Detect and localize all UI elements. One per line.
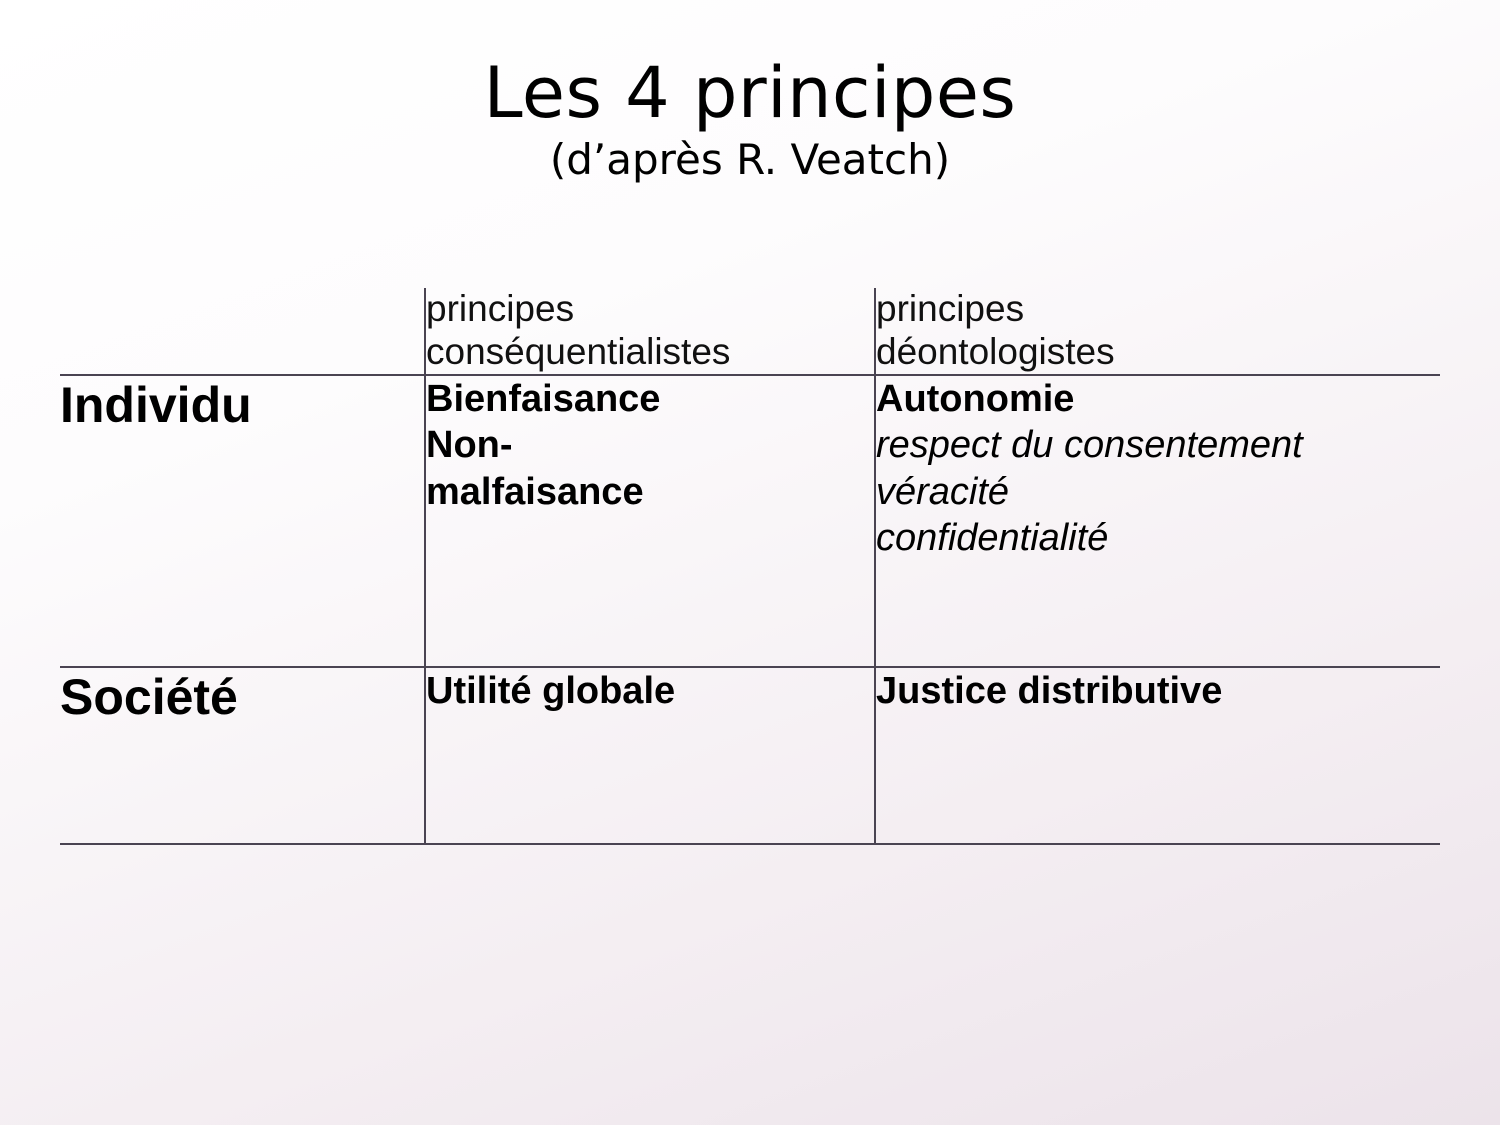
- table-corner-cell: [60, 288, 425, 375]
- cell-text-confidentialite: confidentialité: [876, 516, 1109, 559]
- cell-societe-deontological: [875, 667, 1440, 844]
- title-block: [0, 52, 1500, 185]
- header-consequentialist: [425, 288, 875, 375]
- header-deontological: [875, 288, 1440, 375]
- header-consequentialist-line2: conséquentialistes: [426, 330, 731, 372]
- cell-text-veracite: véracité: [876, 470, 1010, 513]
- cell-text-non: Non-: [426, 424, 513, 467]
- cell-text-utilite-globale: Utilité globale: [426, 669, 676, 712]
- table-row: [60, 667, 1440, 844]
- header-deontological-line2: déontologistes: [876, 330, 1115, 372]
- cell-text-justice-distributive: Justice distributive: [876, 669, 1223, 712]
- cell-text-autonomie: Autonomie: [876, 377, 1075, 420]
- cell-text-bienfaisance: Bienfaisance: [426, 377, 661, 420]
- row-label-societe: Société: [60, 667, 425, 844]
- cell-text-consentement: respect du consentement: [876, 424, 1303, 467]
- page-title: Les 4 principes: [483, 52, 1017, 134]
- cell-individu-consequentialist: [425, 375, 875, 667]
- table-header-row: [60, 288, 1440, 375]
- table-row: [60, 375, 1440, 667]
- header-consequentialist-line1: principes: [426, 288, 575, 329]
- row-label-individu: Individu: [60, 375, 425, 667]
- header-deontological-line1: principes: [876, 288, 1025, 329]
- principles-table: [60, 288, 1440, 845]
- cell-text-malfaisance: malfaisance: [426, 470, 644, 513]
- page-subtitle: (d’après R. Veatch): [549, 135, 951, 185]
- cell-societe-consequentialist: [425, 667, 875, 844]
- cell-individu-deontological: [875, 375, 1440, 667]
